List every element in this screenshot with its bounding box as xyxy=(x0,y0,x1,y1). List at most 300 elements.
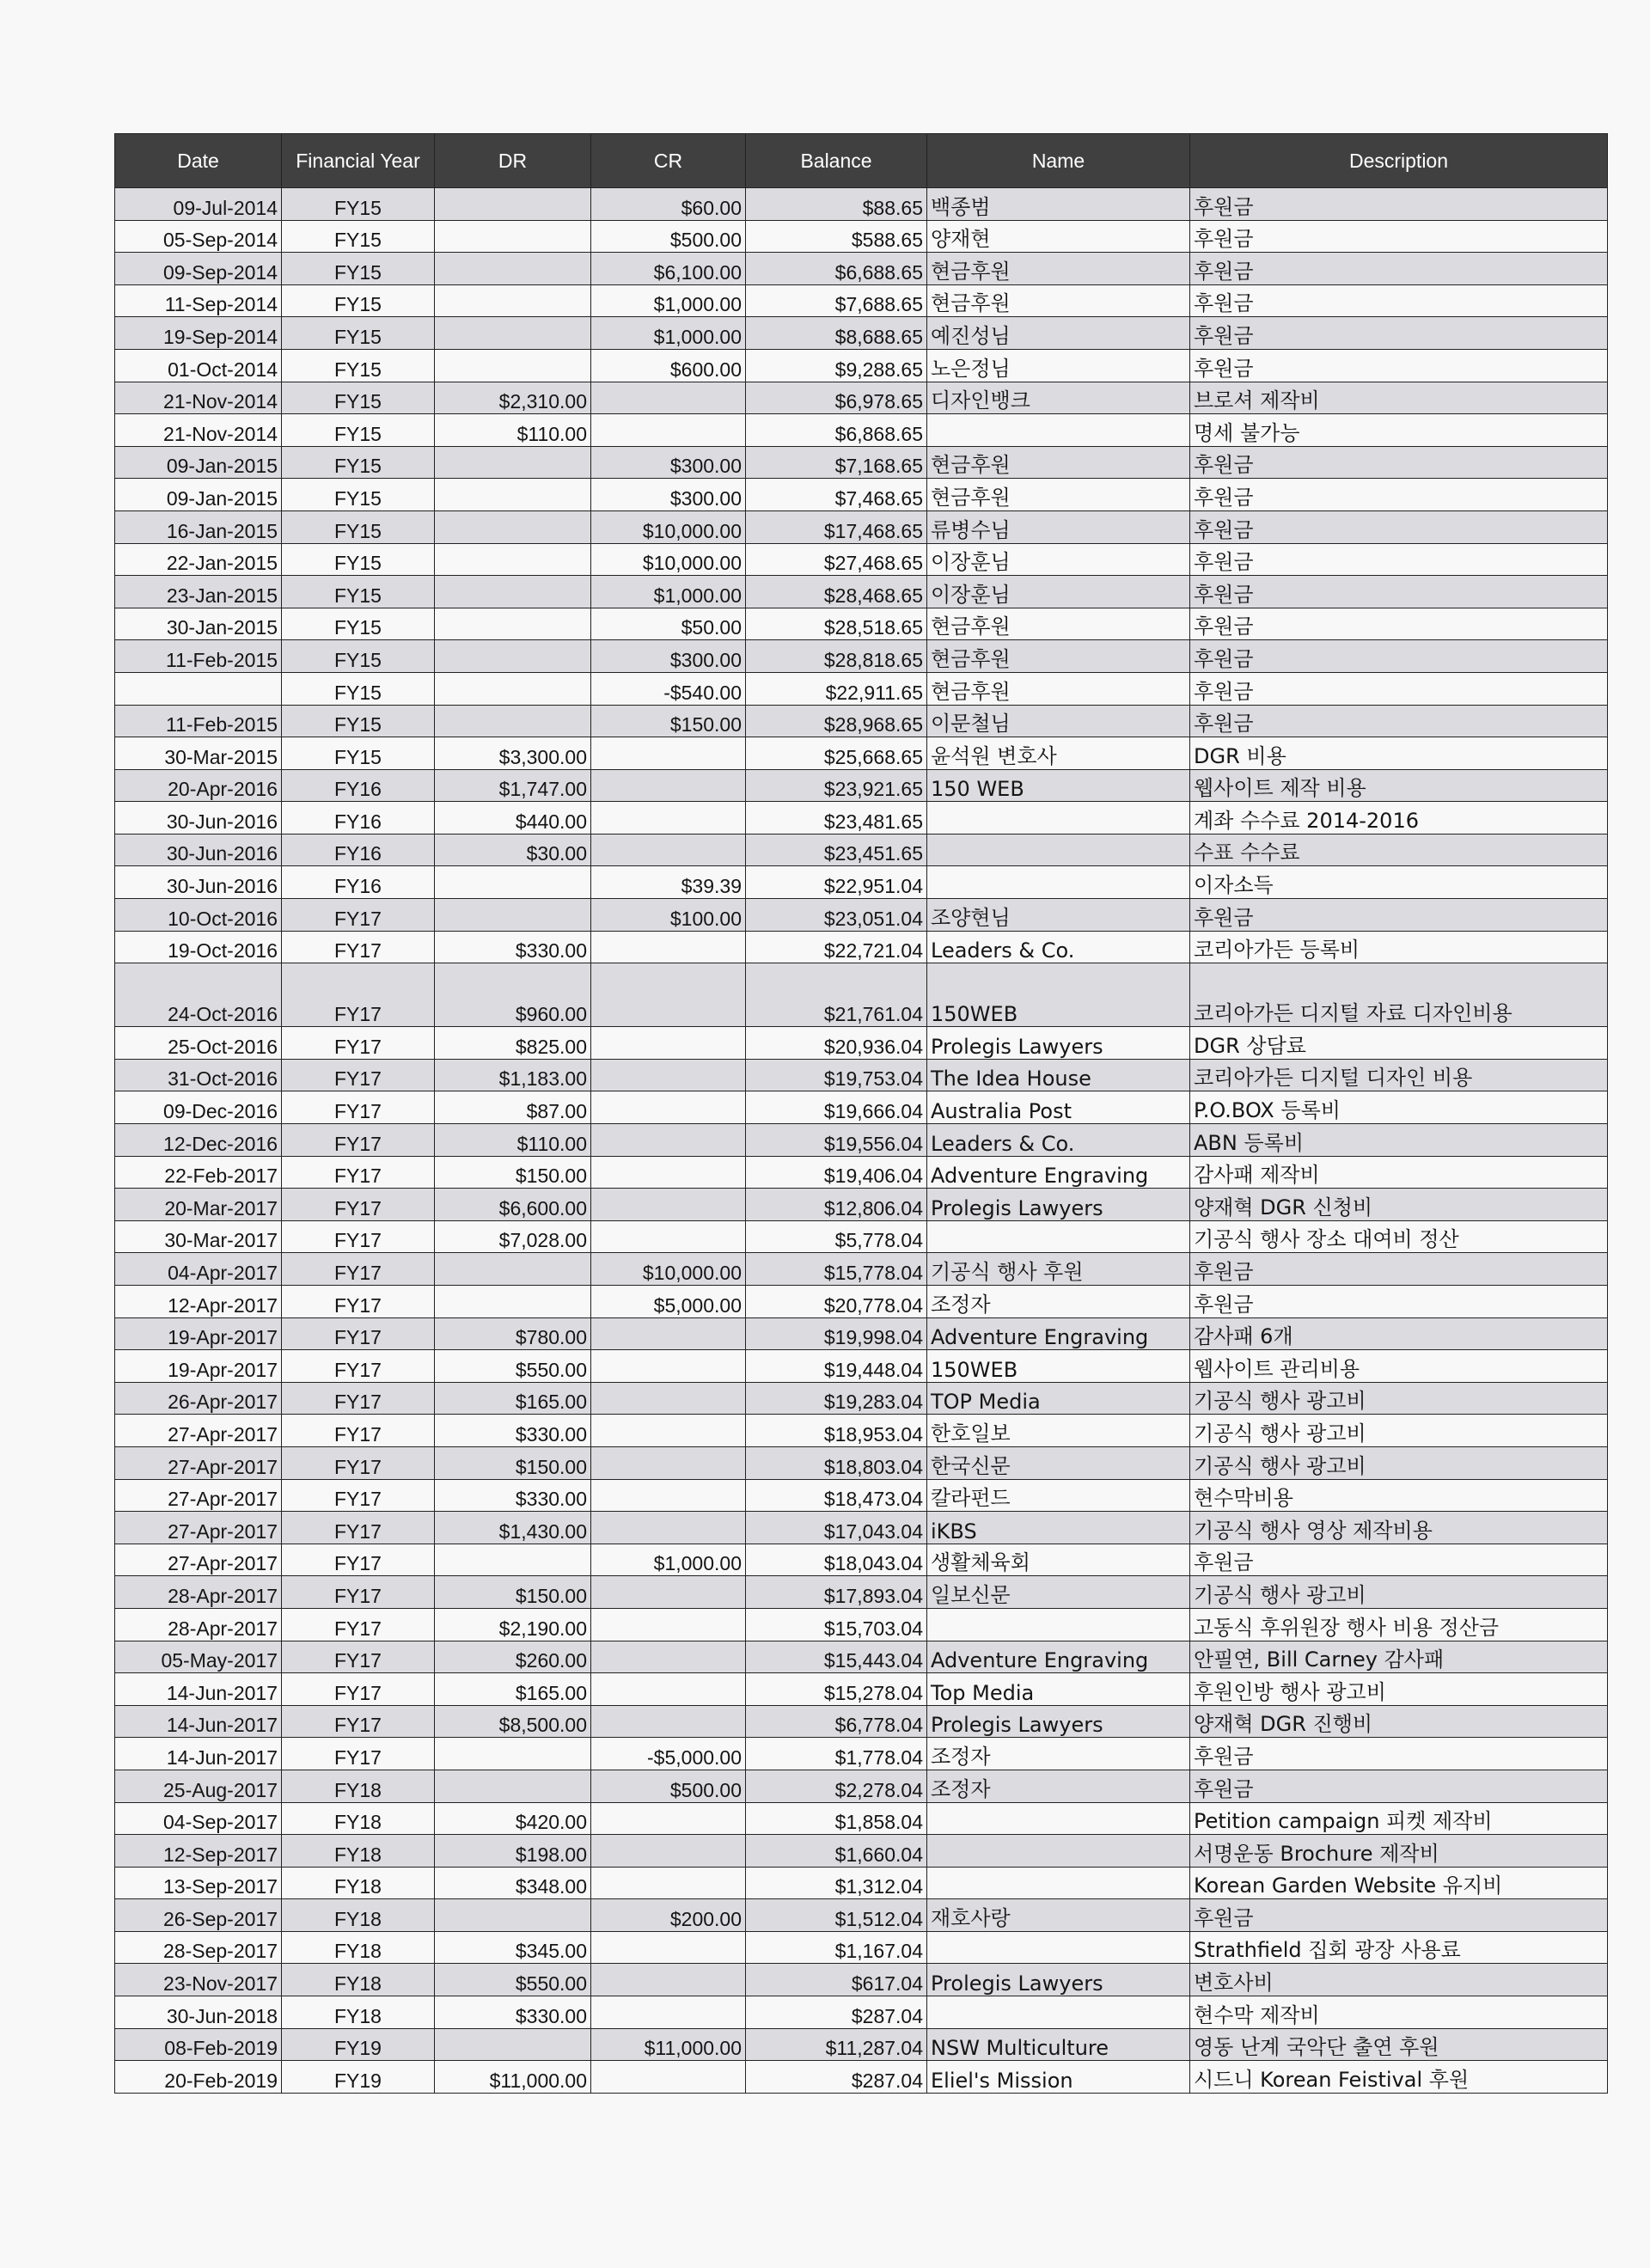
cell-name: Prolegis Lawyers xyxy=(927,1027,1190,1060)
cell-balance: $28,818.65 xyxy=(746,640,927,673)
cell-dr xyxy=(435,188,591,221)
table-row xyxy=(115,1964,1608,1996)
cell-dr: $330.00 xyxy=(435,1415,591,1447)
cell-dr xyxy=(435,640,591,673)
cell-date: 30-Jun-2016 xyxy=(115,866,282,899)
cell-description: 감사패 제작비 xyxy=(1190,1156,1608,1189)
cell-cr: $5,000.00 xyxy=(591,1286,746,1318)
cell-description: 후원금 xyxy=(1190,479,1608,511)
cell-date: 14-Jun-2017 xyxy=(115,1738,282,1770)
cell-dr xyxy=(435,253,591,285)
cell-name xyxy=(927,1867,1190,1899)
cell-cr xyxy=(591,963,746,1027)
header-description: Description xyxy=(1190,134,1608,188)
cell-name: 백종범 xyxy=(927,188,1190,221)
cell-cr: $300.00 xyxy=(591,446,746,479)
cell-date xyxy=(115,672,282,705)
cell-balance: $19,406.04 xyxy=(746,1156,927,1189)
cell-dr: $150.00 xyxy=(435,1576,591,1609)
cell-date: 30-Jun-2016 xyxy=(115,834,282,866)
cell-description: 현수막비용 xyxy=(1190,1479,1608,1512)
table-row xyxy=(115,899,1608,932)
cell-description: 후원금 xyxy=(1190,1544,1608,1576)
cell-description: 양재혁 DGR 신청비 xyxy=(1190,1189,1608,1221)
table-row xyxy=(115,608,1608,640)
table-body xyxy=(115,188,1608,2094)
table-row xyxy=(115,1156,1608,1189)
cell-date: 27-Apr-2017 xyxy=(115,1479,282,1512)
cell-balance: $6,778.04 xyxy=(746,1705,927,1738)
cell-dr xyxy=(435,1544,591,1576)
table-row xyxy=(115,253,1608,285)
cell-cr xyxy=(591,1867,746,1899)
cell-date: 25-Oct-2016 xyxy=(115,1027,282,1060)
table-row xyxy=(115,1673,1608,1706)
cell-name: iKBS xyxy=(927,1512,1190,1544)
cell-balance: $1,167.04 xyxy=(746,1931,927,1964)
cell-balance: $23,921.65 xyxy=(746,769,927,802)
cell-name: 조양현님 xyxy=(927,899,1190,932)
cell-name: Eliel's Mission xyxy=(927,2061,1190,2094)
cell-date: 12-Apr-2017 xyxy=(115,1286,282,1318)
cell-description: 후원금 xyxy=(1190,188,1608,221)
cell-dr xyxy=(435,866,591,899)
cell-financial-year: FY17 xyxy=(282,1124,435,1157)
cell-cr: $500.00 xyxy=(591,1770,746,1802)
cell-financial-year: FY17 xyxy=(282,1350,435,1383)
cell-dr xyxy=(435,672,591,705)
cell-financial-year: FY15 xyxy=(282,479,435,511)
cell-cr: $1,000.00 xyxy=(591,576,746,608)
cell-description: DGR 비용 xyxy=(1190,737,1608,770)
cell-financial-year: FY17 xyxy=(282,1479,435,1512)
table-row xyxy=(115,1027,1608,1060)
table-row xyxy=(115,1091,1608,1124)
cell-description: 기공식 행사 광고비 xyxy=(1190,1576,1608,1609)
cell-date: 26-Sep-2017 xyxy=(115,1899,282,1932)
cell-dr: $198.00 xyxy=(435,1835,591,1868)
cell-cr xyxy=(591,1382,746,1415)
cell-balance: $28,968.65 xyxy=(746,705,927,737)
header-dr: DR xyxy=(435,134,591,188)
cell-financial-year: FY18 xyxy=(282,1964,435,1996)
cell-balance: $287.04 xyxy=(746,2061,927,2094)
cell-dr: $2,190.00 xyxy=(435,1608,591,1641)
cell-name xyxy=(927,1996,1190,2029)
cell-name: 조정자 xyxy=(927,1286,1190,1318)
cell-date: 19-Apr-2017 xyxy=(115,1350,282,1383)
cell-date: 30-Mar-2015 xyxy=(115,737,282,770)
cell-date: 09-Jan-2015 xyxy=(115,446,282,479)
cell-date: 28-Apr-2017 xyxy=(115,1576,282,1609)
cell-description: 계좌 수수료 2014-2016 xyxy=(1190,802,1608,834)
cell-cr xyxy=(591,1156,746,1189)
cell-balance: $5,778.04 xyxy=(746,1220,927,1253)
table-row xyxy=(115,1705,1608,1738)
cell-dr: $825.00 xyxy=(435,1027,591,1060)
cell-dr: $550.00 xyxy=(435,1964,591,1996)
cell-balance: $15,278.04 xyxy=(746,1673,927,1706)
cell-date: 27-Apr-2017 xyxy=(115,1446,282,1479)
cell-financial-year: FY15 xyxy=(282,576,435,608)
cell-balance: $6,868.65 xyxy=(746,414,927,447)
cell-financial-year: FY18 xyxy=(282,1867,435,1899)
cell-description: P.O.BOX 등록비 xyxy=(1190,1091,1608,1124)
cell-financial-year: FY17 xyxy=(282,1317,435,1350)
cell-financial-year: FY19 xyxy=(282,2061,435,2094)
cell-description: 후원금 xyxy=(1190,705,1608,737)
cell-name: 현금후원 xyxy=(927,640,1190,673)
cell-financial-year: FY15 xyxy=(282,446,435,479)
cell-dr: $2,310.00 xyxy=(435,382,591,414)
table-row xyxy=(115,1286,1608,1318)
cell-cr xyxy=(591,1479,746,1512)
cell-dr xyxy=(435,608,591,640)
cell-cr xyxy=(591,1350,746,1383)
cell-cr xyxy=(591,931,746,963)
cell-description: 후원금 xyxy=(1190,576,1608,608)
cell-cr xyxy=(591,1189,746,1221)
cell-cr xyxy=(591,1576,746,1609)
table-row xyxy=(115,1415,1608,1447)
cell-name: 생활체육회 xyxy=(927,1544,1190,1576)
cell-cr xyxy=(591,834,746,866)
cell-date: 09-Jan-2015 xyxy=(115,479,282,511)
table-row xyxy=(115,414,1608,447)
table-row xyxy=(115,1641,1608,1673)
cell-cr: $39.39 xyxy=(591,866,746,899)
cell-date: 19-Apr-2017 xyxy=(115,1317,282,1350)
cell-name: 현금후원 xyxy=(927,253,1190,285)
cell-dr xyxy=(435,576,591,608)
cell-balance: $19,998.04 xyxy=(746,1317,927,1350)
cell-financial-year: FY18 xyxy=(282,1802,435,1835)
cell-financial-year: FY15 xyxy=(282,705,435,737)
cell-date: 04-Apr-2017 xyxy=(115,1253,282,1286)
table-row xyxy=(115,1544,1608,1576)
cell-balance: $11,287.04 xyxy=(746,2028,927,2061)
cell-cr xyxy=(591,802,746,834)
cell-dr: $6,600.00 xyxy=(435,1189,591,1221)
cell-balance: $2,278.04 xyxy=(746,1770,927,1802)
cell-balance: $1,778.04 xyxy=(746,1738,927,1770)
cell-description: 코리아가든 등록비 xyxy=(1190,931,1608,963)
cell-financial-year: FY17 xyxy=(282,1608,435,1641)
cell-name: 디자인뱅크 xyxy=(927,382,1190,414)
table-row xyxy=(115,2061,1608,2094)
cell-dr xyxy=(435,1899,591,1932)
cell-name: 노은정님 xyxy=(927,349,1190,382)
cell-date: 12-Sep-2017 xyxy=(115,1835,282,1868)
cell-dr xyxy=(435,1770,591,1802)
cell-date: 28-Sep-2017 xyxy=(115,1931,282,1964)
cell-description: 기공식 행사 광고비 xyxy=(1190,1446,1608,1479)
cell-description: 안필연, Bill Carney 감사패 xyxy=(1190,1641,1608,1673)
cell-date: 04-Sep-2017 xyxy=(115,1802,282,1835)
table-row xyxy=(115,317,1608,350)
cell-name xyxy=(927,866,1190,899)
table-row xyxy=(115,672,1608,705)
cell-balance: $7,688.65 xyxy=(746,284,927,317)
cell-name: NSW Multiculture xyxy=(927,2028,1190,2061)
cell-date: 23-Jan-2015 xyxy=(115,576,282,608)
cell-balance: $7,468.65 xyxy=(746,479,927,511)
table-row xyxy=(115,1770,1608,1802)
cell-date: 31-Oct-2016 xyxy=(115,1059,282,1091)
cell-cr: $500.00 xyxy=(591,220,746,253)
cell-name: Leaders & Co. xyxy=(927,931,1190,963)
table-row xyxy=(115,446,1608,479)
cell-date: 30-Jun-2018 xyxy=(115,1996,282,2029)
cell-description: 후원금 xyxy=(1190,1253,1608,1286)
cell-cr xyxy=(591,1512,746,1544)
cell-balance: $20,778.04 xyxy=(746,1286,927,1318)
cell-dr: $1,183.00 xyxy=(435,1059,591,1091)
cell-balance: $23,051.04 xyxy=(746,899,927,932)
cell-financial-year: FY15 xyxy=(282,737,435,770)
table-row xyxy=(115,1931,1608,1964)
cell-financial-year: FY17 xyxy=(282,1705,435,1738)
cell-balance: $22,951.04 xyxy=(746,866,927,899)
table-row xyxy=(115,349,1608,382)
cell-dr: $110.00 xyxy=(435,414,591,447)
table-row xyxy=(115,284,1608,317)
table-row xyxy=(115,1382,1608,1415)
cell-description: 브로셔 제작비 xyxy=(1190,382,1608,414)
cell-financial-year: FY16 xyxy=(282,834,435,866)
cell-date: 14-Jun-2017 xyxy=(115,1705,282,1738)
cell-dr xyxy=(435,479,591,511)
cell-description: 이자소득 xyxy=(1190,866,1608,899)
cell-dr: $150.00 xyxy=(435,1446,591,1479)
cell-cr xyxy=(591,1641,746,1673)
cell-dr xyxy=(435,284,591,317)
cell-description: 고동식 후위원장 행사 비용 정산금 xyxy=(1190,1608,1608,1641)
cell-financial-year: FY17 xyxy=(282,1091,435,1124)
cell-name: 150 WEB xyxy=(927,769,1190,802)
cell-dr: $11,000.00 xyxy=(435,2061,591,2094)
cell-cr: $6,100.00 xyxy=(591,253,746,285)
cell-dr xyxy=(435,1286,591,1318)
cell-dr: $30.00 xyxy=(435,834,591,866)
header-name: Name xyxy=(927,134,1190,188)
cell-date: 21-Nov-2014 xyxy=(115,382,282,414)
cell-balance: $17,893.04 xyxy=(746,1576,927,1609)
cell-name: 150WEB xyxy=(927,963,1190,1027)
cell-date: 27-Apr-2017 xyxy=(115,1512,282,1544)
cell-cr xyxy=(591,1124,746,1157)
table-row xyxy=(115,802,1608,834)
cell-name: 재호사랑 xyxy=(927,1899,1190,1932)
cell-name xyxy=(927,834,1190,866)
cell-dr: $348.00 xyxy=(435,1867,591,1899)
cell-name: 예진성님 xyxy=(927,317,1190,350)
cell-financial-year: FY17 xyxy=(282,1544,435,1576)
cell-dr: $8,500.00 xyxy=(435,1705,591,1738)
cell-name xyxy=(927,802,1190,834)
cell-name: TOP Media xyxy=(927,1382,1190,1415)
table-row xyxy=(115,1835,1608,1868)
cell-balance: $1,512.04 xyxy=(746,1899,927,1932)
cell-date: 08-Feb-2019 xyxy=(115,2028,282,2061)
table-row xyxy=(115,510,1608,543)
cell-date: 16-Jan-2015 xyxy=(115,510,282,543)
cell-description: 후원금 xyxy=(1190,1286,1608,1318)
cell-date: 30-Mar-2017 xyxy=(115,1220,282,1253)
cell-date: 10-Oct-2016 xyxy=(115,899,282,932)
ledger-sheet xyxy=(114,133,1607,2094)
cell-financial-year: FY15 xyxy=(282,543,435,576)
cell-financial-year: FY18 xyxy=(282,1899,435,1932)
table-row xyxy=(115,543,1608,576)
cell-financial-year: FY18 xyxy=(282,1835,435,1868)
cell-date: 24-Oct-2016 xyxy=(115,963,282,1027)
cell-financial-year: FY18 xyxy=(282,1996,435,2029)
cell-name xyxy=(927,1835,1190,1868)
cell-description: 웹사이트 제작 비용 xyxy=(1190,769,1608,802)
cell-description: 영동 난계 국악단 출연 후원 xyxy=(1190,2028,1608,2061)
cell-dr: $110.00 xyxy=(435,1124,591,1157)
cell-name: 칼라펀드 xyxy=(927,1479,1190,1512)
cell-cr xyxy=(591,414,746,447)
cell-balance: $18,473.04 xyxy=(746,1479,927,1512)
cell-cr: $10,000.00 xyxy=(591,1253,746,1286)
cell-dr xyxy=(435,446,591,479)
cell-date: 25-Aug-2017 xyxy=(115,1770,282,1802)
table-row xyxy=(115,1576,1608,1609)
cell-financial-year: FY17 xyxy=(282,1738,435,1770)
cell-financial-year: FY15 xyxy=(282,349,435,382)
table-row xyxy=(115,1189,1608,1221)
cell-dr xyxy=(435,899,591,932)
cell-financial-year: FY17 xyxy=(282,1641,435,1673)
cell-date: 20-Apr-2016 xyxy=(115,769,282,802)
cell-date: 27-Apr-2017 xyxy=(115,1544,282,1576)
cell-cr xyxy=(591,1964,746,1996)
cell-date: 19-Oct-2016 xyxy=(115,931,282,963)
table-row xyxy=(115,737,1608,770)
table-row xyxy=(115,1479,1608,1512)
table-row xyxy=(115,705,1608,737)
cell-balance: $19,556.04 xyxy=(746,1124,927,1157)
cell-name: 현금후원 xyxy=(927,672,1190,705)
cell-name: Adventure Engraving xyxy=(927,1317,1190,1350)
cell-dr: $165.00 xyxy=(435,1673,591,1706)
cell-cr: -$540.00 xyxy=(591,672,746,705)
table-row xyxy=(115,866,1608,899)
cell-balance: $21,761.04 xyxy=(746,963,927,1027)
cell-balance: $7,168.65 xyxy=(746,446,927,479)
table-row xyxy=(115,1059,1608,1091)
cell-financial-year: FY15 xyxy=(282,382,435,414)
cell-financial-year: FY15 xyxy=(282,510,435,543)
cell-name: 현금후원 xyxy=(927,479,1190,511)
cell-financial-year: FY17 xyxy=(282,1382,435,1415)
cell-date: 22-Jan-2015 xyxy=(115,543,282,576)
cell-cr xyxy=(591,2061,746,2094)
cell-dr: $330.00 xyxy=(435,1479,591,1512)
cell-balance: $15,443.04 xyxy=(746,1641,927,1673)
cell-description: 현수막 제작비 xyxy=(1190,1996,1608,2029)
header-financial-year: Financial Year xyxy=(282,134,435,188)
table-row xyxy=(115,769,1608,802)
cell-name: Adventure Engraving xyxy=(927,1156,1190,1189)
cell-name: 기공식 행사 후원 xyxy=(927,1253,1190,1286)
cell-cr: $10,000.00 xyxy=(591,510,746,543)
cell-balance: $27,468.65 xyxy=(746,543,927,576)
cell-description: Petition campaign 피켓 제작비 xyxy=(1190,1802,1608,1835)
ledger-table xyxy=(114,133,1608,2094)
cell-financial-year: FY17 xyxy=(282,931,435,963)
cell-dr: $150.00 xyxy=(435,1156,591,1189)
cell-financial-year: FY16 xyxy=(282,866,435,899)
cell-date: 27-Apr-2017 xyxy=(115,1415,282,1447)
cell-description: 코리아가든 디지털 자료 디자인비용 xyxy=(1190,963,1608,1027)
cell-cr: $200.00 xyxy=(591,1899,746,1932)
cell-date: 30-Jun-2016 xyxy=(115,802,282,834)
cell-cr: $1,000.00 xyxy=(591,1544,746,1576)
cell-cr: $1,000.00 xyxy=(591,284,746,317)
cell-description: Korean Garden Website 유지비 xyxy=(1190,1867,1608,1899)
cell-cr: $100.00 xyxy=(591,899,746,932)
cell-dr xyxy=(435,220,591,253)
cell-date: 12-Dec-2016 xyxy=(115,1124,282,1157)
cell-balance: $9,288.65 xyxy=(746,349,927,382)
cell-dr xyxy=(435,349,591,382)
cell-name: The Idea House xyxy=(927,1059,1190,1091)
cell-dr xyxy=(435,705,591,737)
table-row xyxy=(115,188,1608,221)
cell-balance: $1,312.04 xyxy=(746,1867,927,1899)
cell-financial-year: FY15 xyxy=(282,608,435,640)
cell-cr: $10,000.00 xyxy=(591,543,746,576)
cell-date: 13-Sep-2017 xyxy=(115,1867,282,1899)
cell-description: DGR 상담료 xyxy=(1190,1027,1608,1060)
table-row xyxy=(115,1996,1608,2029)
cell-description: 변호사비 xyxy=(1190,1964,1608,1996)
cell-dr xyxy=(435,510,591,543)
cell-date: 28-Apr-2017 xyxy=(115,1608,282,1641)
cell-name: 한국신문 xyxy=(927,1446,1190,1479)
cell-dr: $260.00 xyxy=(435,1641,591,1673)
cell-balance: $6,978.65 xyxy=(746,382,927,414)
cell-cr: $50.00 xyxy=(591,608,746,640)
cell-financial-year: FY18 xyxy=(282,1931,435,1964)
table-row xyxy=(115,1608,1608,1641)
table-row xyxy=(115,1124,1608,1157)
cell-financial-year: FY17 xyxy=(282,1027,435,1060)
table-row xyxy=(115,1253,1608,1286)
cell-cr xyxy=(591,382,746,414)
cell-name: 이장훈님 xyxy=(927,576,1190,608)
table-row xyxy=(115,1317,1608,1350)
cell-financial-year: FY17 xyxy=(282,1189,435,1221)
table-row xyxy=(115,1867,1608,1899)
cell-date: 26-Apr-2017 xyxy=(115,1382,282,1415)
cell-name: 조정자 xyxy=(927,1770,1190,1802)
cell-cr: $1,000.00 xyxy=(591,317,746,350)
cell-date: 23-Nov-2017 xyxy=(115,1964,282,1996)
cell-dr xyxy=(435,1253,591,1286)
table-row xyxy=(115,834,1608,866)
cell-dr: $87.00 xyxy=(435,1091,591,1124)
table-row xyxy=(115,479,1608,511)
table-row xyxy=(115,1350,1608,1383)
cell-name: Leaders & Co. xyxy=(927,1124,1190,1157)
cell-description: 후원인방 행사 광고비 xyxy=(1190,1673,1608,1706)
cell-balance: $17,468.65 xyxy=(746,510,927,543)
cell-balance: $20,936.04 xyxy=(746,1027,927,1060)
